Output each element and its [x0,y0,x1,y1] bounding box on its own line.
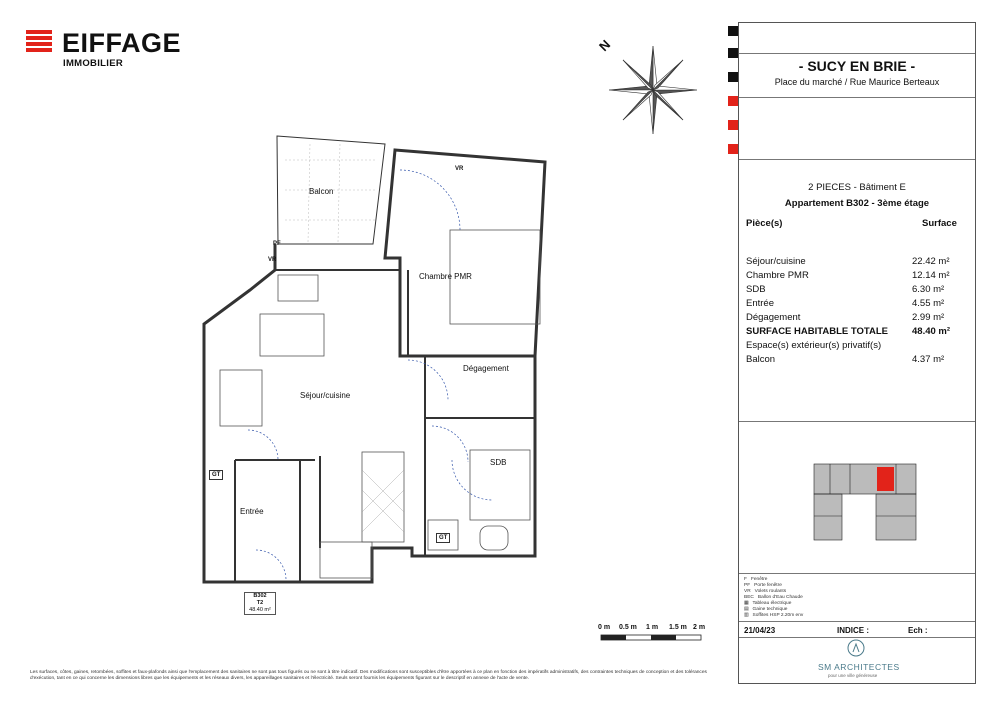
project-address: Place du marché / Rue Maurice Berteaux [774,77,940,87]
room-row-value: 22.42 m² [912,256,950,267]
room-label-chambre: Chambre PMR [419,272,472,281]
room-row-value: 6.30 m² [912,284,945,295]
marker-black-2 [728,48,738,58]
outdoor-header: Espace(s) extérieur(s) privatif(s) [746,340,882,351]
tag-vr-sejour: VR [268,257,277,263]
total-value: 48.40 m² [912,326,951,337]
plan-date: 21/04/23 [744,626,776,635]
apartment-name: Appartement B302 - 3ème étage [784,198,930,209]
tag-pf: PF [273,241,281,247]
room-row-value: 2.99 m² [912,312,945,323]
room-row-name: SDB [746,284,766,295]
marker-black-1 [728,26,738,36]
unit-tag [244,592,276,615]
tag-vr-chambre: VR [455,166,464,172]
marker-black-3 [728,72,738,82]
unit-code: B302 [253,593,267,599]
key-plan [810,460,920,544]
architect-tagline: pour une ville généreuse [828,673,878,678]
scale-label-0: 0 m [598,624,611,631]
room-label-entree: Entrée [240,507,264,516]
scale-label-3: 1.5 m [669,624,687,631]
apartment-location-marker [877,467,894,491]
outdoor-row-value: 4.37 m² [912,354,945,365]
architect-logo-icon [846,638,866,658]
outdoor-row-name: Balcon [746,354,776,365]
room-label-degagement: Dégagement [463,364,509,373]
floor-plan [190,130,560,590]
logo-subtitle: IMMOBILIER [63,58,123,69]
scale-label-2: 1 m [646,624,659,631]
room-row-value: 12.14 m² [912,270,950,281]
room-row-value: 4.55 m² [912,298,945,309]
tag-gt-sdb: GT [436,533,450,543]
col-surface-header: Surface [922,218,957,229]
scale-bar [600,634,704,642]
col-room-header: Pièce(s) [746,218,783,229]
echelle-label: Ech : [908,626,928,635]
room-label-balcon: Balcon [309,187,334,196]
tag-gt-entree: GT [209,470,223,480]
room-row-name: Entrée [746,298,774,309]
scale-label-4: 2 m [693,624,706,631]
disclaimer-note: Les surfaces, côtes, gaines, retombées, soffites et faux-plafonds ainsi que l'emplacement des sanitaires ne sont pas tous figurés ou ne sont à titre indicatif. Des modifications sont susceptibles d'être apportées à ce plan en fonction des impératifs administratifs, des contraintes techniques de conception et des tolérances d'exécution, tant en ce qui concerne les dimensions libres que les équipements et les réseaux divers, les appareillages sanitaires et l'électricité. Seuls seront fournis les équipements figurant sur le descriptif en annexe de l'acte de vente. [30,670,707,681]
compass-rose-icon [596,38,706,138]
architect-name: SM ARCHITECTES [818,662,900,672]
marker-red-2 [728,120,738,130]
project-city: - SUCY EN BRIE - [798,58,916,74]
marker-red-3 [728,144,738,154]
room-label-sdb: SDB [490,458,507,467]
indice-label: INDICE : [837,626,869,635]
unit-area: 48.40 m² [249,607,271,613]
room-row-name: Dégagement [746,312,801,323]
room-row-name: Chambre PMR [746,270,809,281]
total-name: SURFACE HABITABLE TOTALE [746,326,888,337]
room-row-name: Séjour/cuisine [746,256,806,267]
logo-name: EIFFAGE [62,28,182,58]
marker-red-1 [728,96,738,106]
apartment-type: 2 PIECES - Bâtiment E [808,182,906,193]
legend: F Fenêtre PF Porte fenêtre VR Volets roulants BEC Ballon d'Eau Chaude ▦ Tableau électrique ▤ Gaine technique ▥ Soffites HSP 2.20m env [744,577,804,618]
eiffage-logo-mark [26,30,52,52]
unit-type: T2 [256,600,264,606]
room-label-sejour: Séjour/cuisine [300,391,351,400]
north-label: N [596,36,614,55]
scale-label-1: 0.5 m [619,624,637,631]
